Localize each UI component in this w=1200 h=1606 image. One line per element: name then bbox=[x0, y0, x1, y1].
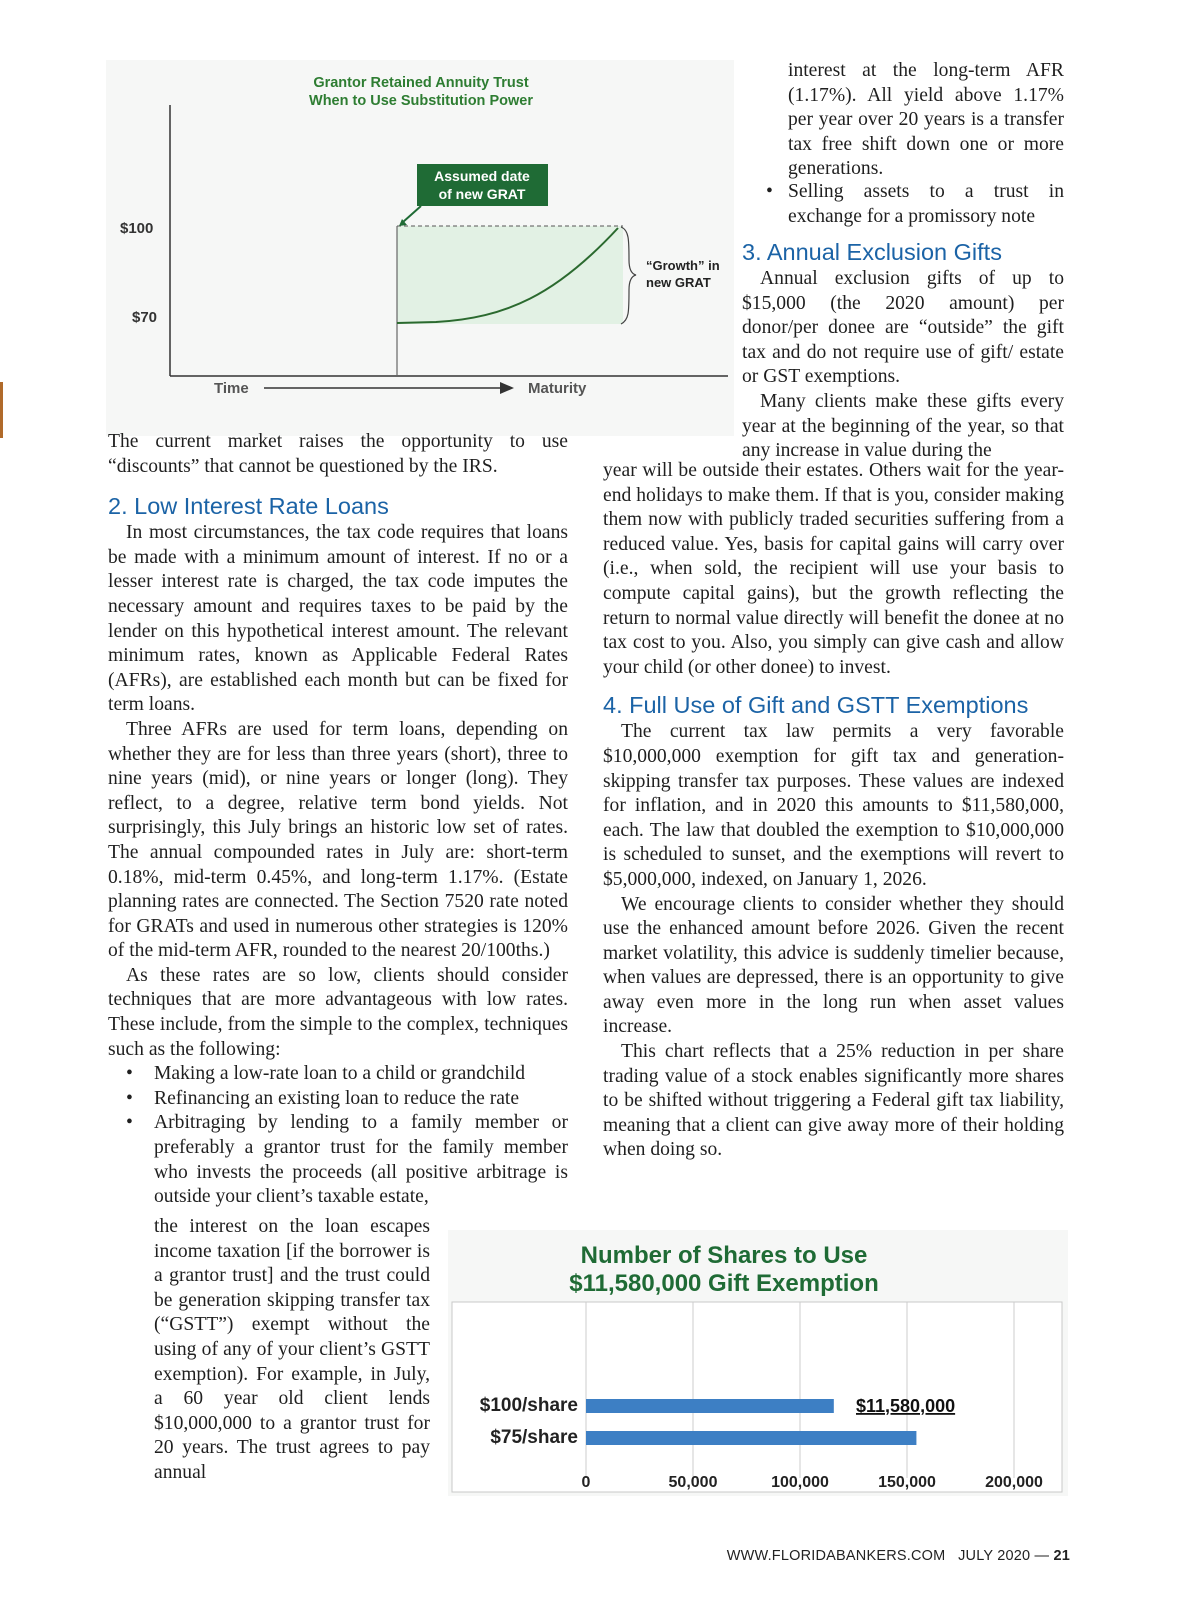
right-bullet-list bbox=[742, 180, 1064, 229]
x-label-time: Time bbox=[214, 380, 249, 397]
grat-title-line2: When to Use Substitution Power bbox=[309, 93, 533, 109]
interest-continuation: interest at the long-term AFR (1.17%). All yield above 1.17% per year over 20 years is a transfer tax free shift down one or more generations. bbox=[788, 60, 1064, 180]
x-tick-label: 150,000 bbox=[878, 1474, 936, 1491]
callout-line1: Assumed date bbox=[434, 168, 530, 184]
intro-paragraph: The current market raises the opportunity to use “discounts” that cannot be questioned by the IRS. bbox=[108, 431, 568, 477]
section-4-paragraph-1: The current tax law permits a very favorable $10,000,000 exemption for gift tax and generation-skipping transfer tax purposes. These values are indexed for inflation, and in 2020 this amounts to $11,580,000, each. The law that doubled the exemption to $10,000,000 is scheduled to sunset, and the exemptions will revert to $5,000,000, indexed, on January 1, 2026. bbox=[603, 721, 1064, 890]
chart-title-line2: $11,580,000 Gift Exemption bbox=[569, 1270, 879, 1297]
y-category-label: $75/share bbox=[490, 1427, 578, 1448]
section-2-paragraph-3: As these rates are so low, clients should consider techniques that are more advantageous with low rates. These include, from the simple to the complex, techniques such as the following: bbox=[108, 964, 568, 1060]
right-column-wide bbox=[603, 459, 1064, 1163]
section-4-paragraph-2: We encourage clients to consider whether they should use the enhanced amount before 2026. Given the recent market volatility, this advice is suddenly timelier because, when values are depressed, there is an opportunity to give away even more in the long run when asset values increase. bbox=[603, 893, 1064, 1038]
list-item: • Arbitraging by lending to a family member or preferably a grantor trust for the family member who invests the proceeds (all positive arbitrage is outside your client’s taxable estate, bbox=[108, 1111, 568, 1209]
section-2-paragraph-2: Three AFRs are used for term loans, depending on whether they are for less than three years (short), three to nine years (mid), or nine years or longer (long). They reflect, to a degree, relative term bond yields. Not surprisingly, this July brings an historic low set of rates. The annual compounded rates in July are: short-term 0.18%, mid-term 0.45%, and long-term 1.17%. (Estate planning rates are connected. The Section 7520 rate noted for GRATs and used in numerous other strategies is 120% of the mid-term AFR, rounded to the nearest 20/100ths.) bbox=[108, 718, 568, 962]
footer-date: JULY 2020 — bbox=[958, 1548, 1050, 1564]
bullet-3-continuation: the interest on the loan escapes income taxation [if the borrower is a grantor trust] and the trust could be generation skipping transfer tax (“GSTT”) exempt without the using of any of your client’s GSTT exemption). For example, in July, a 60 year old client lends $10,000,000 to a grantor trust for 20 years. The trust agrees to pay annual bbox=[154, 1216, 430, 1483]
list-item: • Refinancing an existing loan to reduce the rate bbox=[108, 1087, 568, 1112]
grat-diagram bbox=[106, 60, 734, 436]
left-column bbox=[108, 430, 568, 1210]
section-3-paragraph-2-start: Many clients make these gifts every year at the beginning of the year, so that any increase in value during the bbox=[742, 390, 1064, 462]
page-number: 21 bbox=[1053, 1548, 1070, 1564]
shares-bar-chart bbox=[448, 1230, 1068, 1496]
loan-techniques-list bbox=[108, 1062, 568, 1210]
right-column-top bbox=[788, 59, 1064, 182]
section-2-heading: 2. Low Interest Rate Loans bbox=[108, 493, 389, 520]
x-tick-label: 50,000 bbox=[668, 1474, 718, 1491]
footer-site: WWW.FLORIDABANKERS.COM bbox=[726, 1548, 946, 1564]
section-2-paragraph-1: In most circumstances, the tax code requires that loans be made with a minimum amount of interest. If no or a lesser interest rate is charged, the tax code imputes the necessary amount and requires taxes to be paid by the lender on this hypothetical interest amount. The relevant minimum rates, known as Applicable Federal Rates (AFRs), are established each month but can be fixed for term loans. bbox=[108, 522, 568, 716]
edge-mark bbox=[0, 382, 3, 438]
x-tick-label: 200,000 bbox=[985, 1474, 1043, 1491]
growth-label-line2: new GRAT bbox=[646, 275, 711, 290]
x-tick-label: 0 bbox=[581, 1474, 591, 1491]
bar bbox=[586, 1399, 834, 1413]
x-label-maturity: Maturity bbox=[528, 380, 587, 397]
list-item: • Making a low-rate loan to a child or grandchild bbox=[108, 1062, 568, 1087]
growth-label-line1: “Growth” in bbox=[646, 258, 720, 273]
y-category-label: $100/share bbox=[479, 1395, 578, 1416]
page-footer bbox=[700, 1548, 1070, 1564]
x-tick-label: 100,000 bbox=[771, 1474, 829, 1491]
callout-line2: of new GRAT bbox=[438, 186, 526, 202]
section-4-heading: 4. Full Use of Gift and GSTT Exemptions bbox=[603, 692, 1029, 719]
section-3-paragraph-2-cont: year will be outside their estates. Others wait for the year-end holidays to make them. If that is you, consider making them now with publicly traded securities suffering from a reduced value. Yes, basis for capital gains will carry over (i.e., when sold, the recipient will use your basis to compute capital gains), but the growth reflecting the return to normal value directly will benefit the donee at no tax cost to you. Also, you simply can give cash and allow your child (or other donee) to invest. bbox=[603, 460, 1064, 678]
section-3-paragraph-1: Annual exclusion gifts of up to $15,000 (the 2020 amount) per donor/per donee are “outside” the gift tax and do not require use of gift/ estate or GST exemptions. bbox=[742, 268, 1064, 388]
section-4-paragraph-3: This chart reflects that a 25% reduction in per share trading value of a stock enables significantly more shares to be shifted without triggering a Federal gift tax liability, meaning that a client can give away more of their holding when doing so. bbox=[603, 1041, 1064, 1161]
section-3-heading: 3. Annual Exclusion Gifts bbox=[742, 239, 1002, 265]
list-item: • Selling assets to a trust in exchange for a promissory note bbox=[742, 180, 1064, 229]
section-3-block bbox=[742, 237, 1064, 464]
y-label-high: $100 bbox=[120, 220, 154, 237]
bar-data-label: $11,580,000 bbox=[856, 1396, 956, 1416]
y-label-low: $70 bbox=[132, 309, 158, 326]
growth-region bbox=[397, 226, 623, 324]
bar bbox=[586, 1431, 916, 1445]
chart-title-line1: Number of Shares to Use bbox=[580, 1242, 868, 1269]
grat-title-line1: Grantor Retained Annuity Trust bbox=[313, 75, 529, 91]
